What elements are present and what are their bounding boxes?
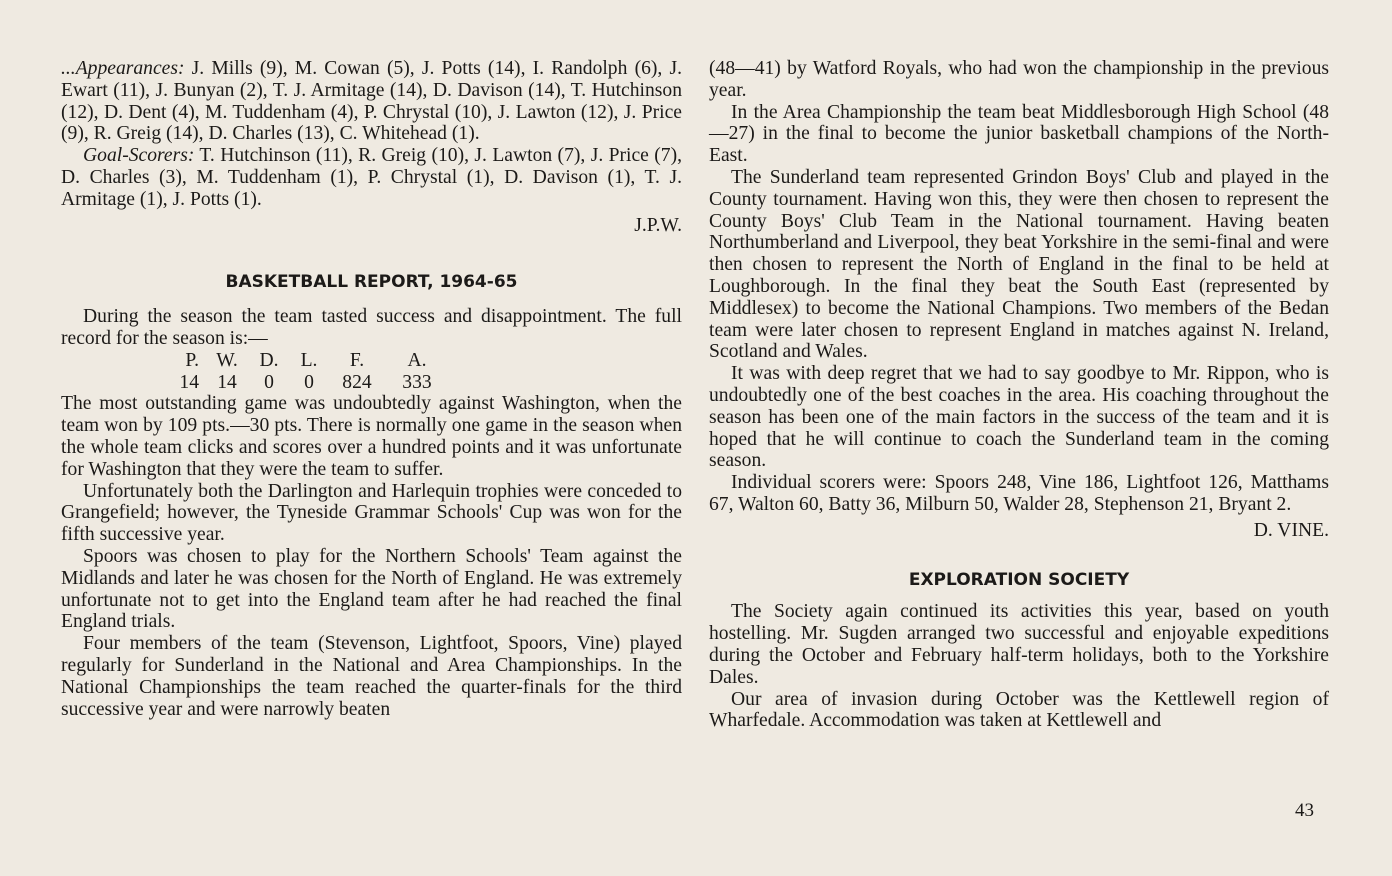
exploration-heading: EXPLORATION SOCIETY bbox=[908, 569, 1130, 590]
record-value-l: 0 bbox=[304, 371, 314, 393]
goal-scorers-text: T. Hutchinson (11), R. Greig (10), J. Lawton (7), J. Price (7), D. Charles (3), M. Tuddenham (1), P. Chrystal (1), D. Davison (1), T. J. Armitage (1), J. Potts (1). bbox=[61, 145, 682, 210]
right-paragraph-3: The Sunderland team represented Grindon Boys' Club and played in the County tournament. Having won this, they were then chosen to represent the County Boys' Club Team in the National tournament. Having beaten Northumberland and Liverpool, they beat Yorkshire in the semi-final and were then chosen to represent the North of England in the final to be held at Loughborough. In the final they beat the South East (represented by Middlesex) to become the National Champions. Two members of the Bedan team were later chosen to represent England in matches against N. Ireland, Scotland and Wales. bbox=[709, 166, 1329, 363]
appearances-text: J. Mills (9), M. Cowan (5), J. Potts (14), I. Randolph (6), J. Ewart (11), J. Bunyan (2), T. J. Armitage (14), D. Davison (14), T. Hutchinson (12), D. Dent (4), M. Tuddenham (4), P. Chrystal (10), J. Lawton (12), J. Price (9), R. Greig (14), D. Charles (13), C. Whitehead (1). bbox=[61, 58, 682, 145]
signature-d-vine: D. VINE. bbox=[1253, 519, 1329, 541]
goal-scorers-label: Goal-Scorers: bbox=[83, 145, 195, 167]
basketball-paragraph-5: Four members of the team (Stevenson, Lightfoot, Spoors, Vine) played regularly for Sunderland in the National and Area Championships. In the National Championships the team reached the quarter-finals for the third successive year and were narrowly beaten bbox=[61, 633, 682, 720]
record-value-row bbox=[61, 372, 682, 394]
signature-jpw: J.P.W. bbox=[634, 214, 682, 236]
record-value-f: 824 bbox=[342, 371, 372, 393]
record-value-p: 14 bbox=[179, 371, 199, 393]
season-record-table bbox=[61, 350, 682, 394]
page-number: 43 bbox=[1295, 800, 1314, 821]
right-paragraph-1: (48—41) by Watford Royals, who had won the championship in the previous year. bbox=[709, 58, 1329, 101]
record-header-f: F. bbox=[349, 349, 365, 371]
record-header-w: W. bbox=[216, 349, 238, 371]
basketball-paragraph-3: Unfortunately both the Darlington and Harlequin trophies were conceded to Grangefield; however, the Tyneside Grammar Schools' Cup was won for the fifth successive year. bbox=[61, 480, 682, 546]
appearances-label: ...Appearances: bbox=[61, 58, 185, 79]
record-value-d: 0 bbox=[264, 371, 274, 393]
record-value-w: 14 bbox=[217, 371, 237, 393]
basketball-paragraph-2: The most outstanding game was undoubtedly against Washington, when the team won by 109 pts.—30 pts. There is normally one game in the season when the whole team clicks and scores over a hundred points and it was unfortunate for Washington that they were the team to suffer. bbox=[61, 393, 682, 480]
record-value-a: 333 bbox=[402, 371, 432, 393]
record-header-l: L. bbox=[300, 349, 318, 371]
left-column bbox=[61, 58, 682, 720]
exploration-paragraph-2: Our area of invasion during October was the Kettlewell region of Wharfedale. Accommodation was taken at Kettlewell and bbox=[709, 688, 1329, 732]
record-header-row bbox=[61, 350, 682, 372]
goal-scorers-paragraph bbox=[61, 145, 682, 210]
basketball-paragraph-4: Spoors was chosen to play for the Northern Schools' Team against the Midlands and later he was chosen for the North of England. He was extremely unfortunate not to get into the England team after he had reached the final England trials. bbox=[61, 545, 682, 633]
record-header-a: A. bbox=[407, 349, 427, 371]
basketball-paragraph-1: During the season the team tasted success and disappointment. The full record for the season is:— bbox=[61, 306, 682, 349]
record-header-p: P. bbox=[185, 349, 199, 371]
right-paragraph-2: In the Area Championship the team beat Middlesborough High School (48—27) in the final to become the junior basketball champions of the North-East. bbox=[709, 101, 1329, 167]
right-paragraph-4: It was with deep regret that we had to say goodbye to Mr. Rippon, who is undoubtedly one of the best coaches in the area. His coaching throughout the season has been one of the main factors in the success of the team and it is hoped that he will continue to coach the Sunderland team in the coming season. bbox=[709, 363, 1329, 472]
right-paragraph-5: Individual scorers were: Spoors 248, Vine 186, Lightfoot 126, Matthams 67, Walton 60, Batty 36, Milburn 50, Walder 28, Stephenson 21, Bryant 2. bbox=[709, 472, 1329, 515]
appearances-paragraph bbox=[61, 58, 682, 145]
exploration-paragraph-1: The Society again continued its activities this year, based on youth hostelling. Mr. Sugden arranged two successful and enjoyable expeditions during the October and February half-term holidays, both to the Yorkshire Dales. bbox=[709, 601, 1329, 688]
record-header-d: D. bbox=[259, 349, 279, 371]
right-column bbox=[709, 58, 1329, 732]
basketball-heading: BASKETBALL REPORT, 1964-65 bbox=[225, 272, 518, 293]
